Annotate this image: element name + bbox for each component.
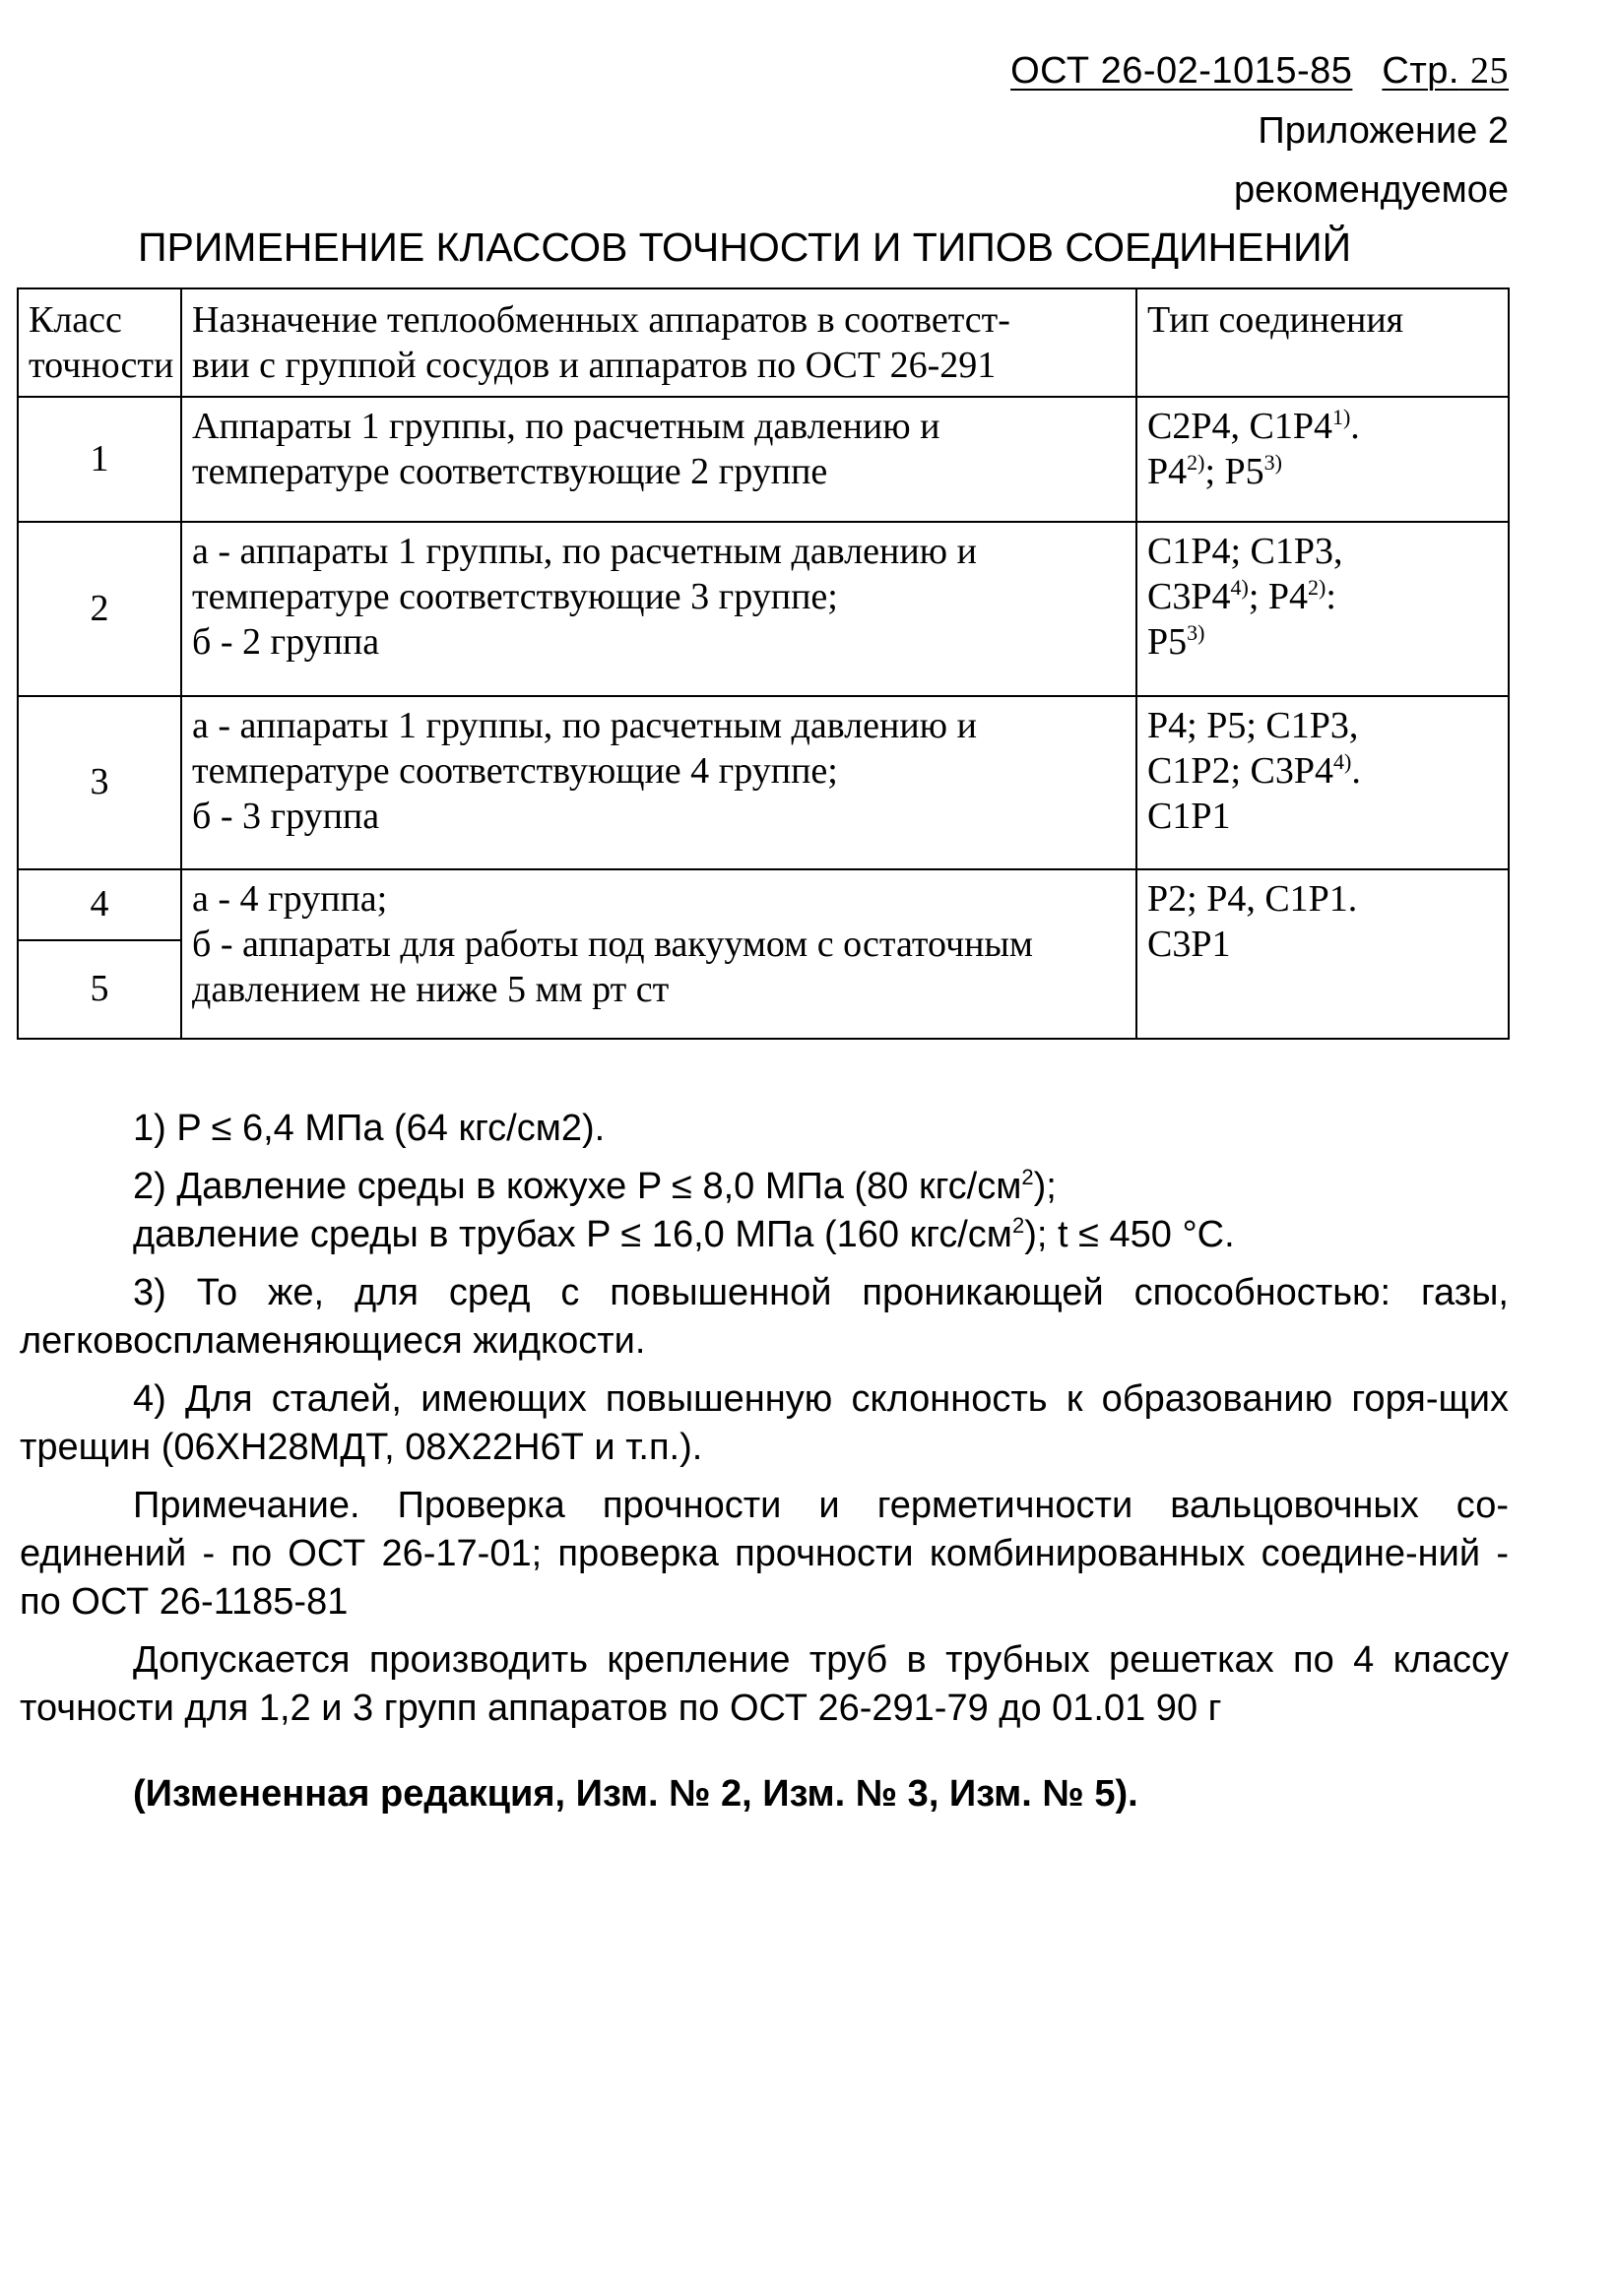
footnote-2: 2) Давление среды в кожухе P ≤ 8,0 МПа (80 кгс/$см^2$); [133,1165,1057,1207]
table-row [18,696,1509,869]
type-line: P4$^{2)}$; P5$^{3)}$ [1147,450,1282,492]
cell-type [1136,522,1509,696]
header-purpose [181,288,1136,397]
appendix-label: Приложение 2 [1258,110,1509,152]
header-type [1136,288,1509,397]
cell-class: 5 [18,940,181,1039]
classes-table [17,287,1510,1040]
type-line: P4; P5; C1P3, [1147,705,1359,746]
purpose-line: температуре соответствующие 2 группе [192,451,828,492]
document-header [1010,49,1509,93]
footnote-3: 3) То же, для сред с повышенной проникающей способностью: газы, легковоспламеняющиеся жидкости. [20,1272,1509,1362]
page-number: 25 [1470,50,1509,92]
cell-purpose [181,397,1136,522]
purpose-line: Аппараты 1 группы, по расчетным давлению и [192,406,940,447]
table-header-row [18,288,1509,397]
purpose-line: б - аппараты для работы под вакуумом с остаточным [192,924,1033,965]
footnote-4: 4) Для сталей, имеющих повышенную склонность к образованию горя-щих трещин (06ХН28МДТ, 08Х22Н6Т и т.п.). [20,1378,1509,1468]
type-line: P5$^{3)}$ [1147,620,1205,663]
footnote-2-continued: давление среды в трубах P ≤ 16,0 МПа (160 кгс/$см^2$); t ≤ 450 °С. [133,1213,1235,1255]
type-line: C3P4$^{4)}$; P4$^{2)}$: [1147,575,1336,617]
table-row [18,869,1509,940]
type-line: C3P1 [1147,924,1231,965]
doc-code: ОСТ 26-02-1015-85 [1010,50,1353,92]
cell-purpose [181,696,1136,869]
footnotes [20,1105,1509,1818]
header-class-line1: Класс [29,299,122,341]
cell-class: 1 [18,397,181,522]
purpose-line: а - 4 группа; [192,878,388,920]
footnote-1: 1) P ≤ 6,4 МПа (64 кгс/см2). [133,1108,606,1149]
header-type-label: Тип соединения [1147,299,1404,341]
type-line: C1P4; C1P3, [1147,531,1343,572]
table-row [18,397,1509,522]
type-line: C1P2; C3P4$^{4)}$. [1147,749,1361,792]
cell-type [1136,397,1509,522]
cell-class: 3 [18,696,181,869]
cell-type [1136,696,1509,869]
purpose-line: давлением не ниже 5 мм рт ст [192,969,670,1010]
cell-purpose [181,869,1136,1039]
header-purpose-line1: Назначение теплообменных аппаратов в соответст- [192,299,1010,341]
cell-type [1136,869,1509,1039]
allowance-paragraph: Допускается производить крепление труб в трубных решетках по 4 классу точности для 1,2 и 3 групп аппаратов по ОСТ 26-291-79 до 01.01 90 г [20,1639,1509,1729]
purpose-line: а - аппараты 1 группы, по расчетным давлению и [192,705,977,746]
header-class-line2: точности [29,345,174,386]
type-line: P2; P4, C1P1. [1147,878,1358,920]
cell-class: 4 [18,869,181,940]
header-class [18,288,181,397]
page-title: ПРИМЕНЕНИЕ КЛАССОВ ТОЧНОСТИ И ТИПОВ СОЕДИНЕНИЙ [138,224,1352,270]
page-label: Стр. [1382,50,1459,92]
purpose-line: а - аппараты 1 группы, по расчетным давлению и [192,531,977,572]
cell-class: 2 [18,522,181,696]
purpose-line: б - 3 группа [192,796,380,837]
type-line: C2P4, C1P4$^{1)}$. [1147,405,1360,447]
header-purpose-line2: вии с группой сосудов и аппаратов по ОСТ 26-291 [192,345,997,386]
revision-note: (Измененная редакция, Изм. № 2, Изм. № 3, Изм. № 5). [133,1773,1138,1815]
purpose-line: температуре соответствующие 3 группе; [192,576,838,617]
remark-paragraph: Примечание. Проверка прочности и герметичности вальцовочных со-единений - по ОСТ 26-17-01; проверка прочности комбинированных соедине-ний - по ОСТ 26-1185-81 [20,1485,1509,1623]
table-row [18,522,1509,696]
appendix-status: рекомендуемое [1234,169,1509,211]
cell-purpose [181,522,1136,696]
type-line: C1P1 [1147,796,1231,837]
purpose-line: б - 2 группа [192,621,380,663]
purpose-line: температуре соответствующие 4 группе; [192,750,838,792]
